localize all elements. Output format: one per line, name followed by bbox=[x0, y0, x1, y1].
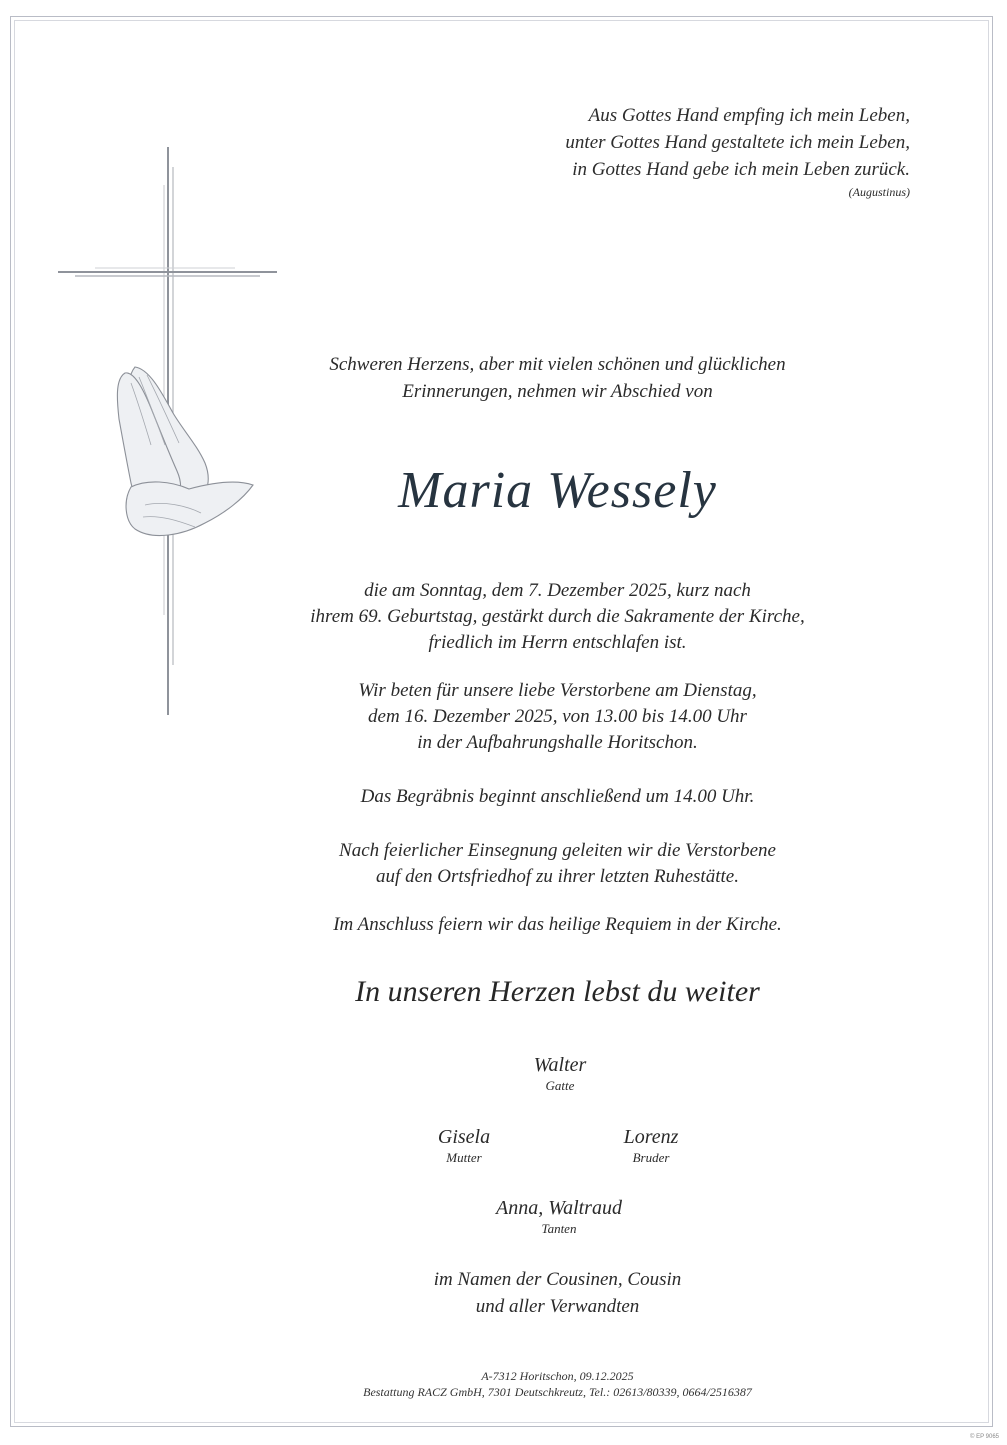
cross-with-praying-hands-illustration bbox=[55, 145, 285, 720]
deceased-name: Maria Wessely bbox=[398, 462, 717, 519]
paragraph-line: auf den Ortsfriedhof zu ihrer letzten Ruhestätte. bbox=[376, 866, 739, 887]
funeral-time-paragraph bbox=[255, 784, 860, 810]
paragraph-line: Nach feierlicher Einsegnung geleiten wir die Verstorbene bbox=[339, 840, 776, 861]
requiem-paragraph bbox=[255, 912, 860, 938]
mourner-relation: Tanten bbox=[541, 1221, 577, 1236]
quote-source: (Augustinus) bbox=[848, 185, 910, 199]
footer bbox=[255, 1368, 860, 1400]
prayer-paragraph bbox=[255, 678, 860, 756]
paragraph-line: Wir beten für unsere liebe Verstorbene am Dienstag, bbox=[358, 680, 757, 701]
mourner-name: Lorenz bbox=[623, 1126, 679, 1148]
relatives-note bbox=[255, 1266, 860, 1320]
paragraph-line: friedlich im Herrn entschlafen ist. bbox=[428, 632, 687, 653]
print-code: © EP 9065 bbox=[970, 1434, 999, 1440]
mourner-gisela bbox=[364, 1124, 564, 1166]
mourner-aunts bbox=[459, 1195, 659, 1237]
paragraph-line: Im Anschluss feiern wir das heilige Requiem in der Kirche. bbox=[333, 914, 782, 935]
death-notice-paragraph bbox=[255, 578, 860, 656]
relatives-line: und aller Verwandten bbox=[475, 1296, 640, 1317]
intro-line: Erinnerungen, nehmen wir Abschied von bbox=[402, 381, 713, 402]
quote-line: in Gottes Hand gebe ich mein Leben zurück. bbox=[572, 159, 910, 180]
mourner-name: Anna, Waltraud bbox=[496, 1197, 622, 1219]
footer-undertaker: Bestattung RACZ GmbH, 7301 Deutschkreutz, Tel.: 02613/80339, 0664/2516387 bbox=[363, 1385, 752, 1399]
paragraph-line: die am Sonntag, dem 7. Dezember 2025, kurz nach bbox=[364, 580, 751, 601]
paragraph-line: Das Begräbnis beginnt anschließend um 14.00 Uhr. bbox=[360, 786, 755, 807]
mourner-relation: Bruder bbox=[632, 1150, 670, 1165]
mourner-name: Walter bbox=[533, 1054, 587, 1076]
relatives-line: im Namen der Cousinen, Cousin bbox=[433, 1269, 682, 1290]
paragraph-line: dem 16. Dezember 2025, von 13.00 bis 14.00 Uhr bbox=[368, 706, 747, 727]
quote-line: unter Gottes Hand gestaltete ich mein Leben, bbox=[565, 132, 910, 153]
mourner-relation: Gatte bbox=[545, 1078, 575, 1093]
footer-place-date: A-7312 Horitschon, 09.12.2025 bbox=[481, 1369, 634, 1383]
quote-line: Aus Gottes Hand empfing ich mein Leben, bbox=[588, 105, 910, 126]
intro-text bbox=[255, 351, 860, 405]
praying-hands-icon bbox=[117, 367, 253, 536]
mourner-relation: Mutter bbox=[446, 1150, 482, 1165]
burial-paragraph bbox=[255, 838, 860, 890]
motto: In unseren Herzen lebst du weiter bbox=[355, 975, 760, 1008]
intro-line: Schweren Herzens, aber mit vielen schönen und glücklichen bbox=[329, 354, 786, 375]
mourner-name: Gisela bbox=[437, 1126, 491, 1148]
epigraph-quote bbox=[565, 102, 910, 200]
paragraph-line: in der Aufbahrungshalle Horitschon. bbox=[417, 732, 698, 753]
mourner-walter bbox=[460, 1052, 660, 1094]
mourner-lorenz bbox=[551, 1124, 751, 1166]
paragraph-line: ihrem 69. Geburtstag, gestärkt durch die Sakramente der Kirche, bbox=[310, 606, 805, 627]
